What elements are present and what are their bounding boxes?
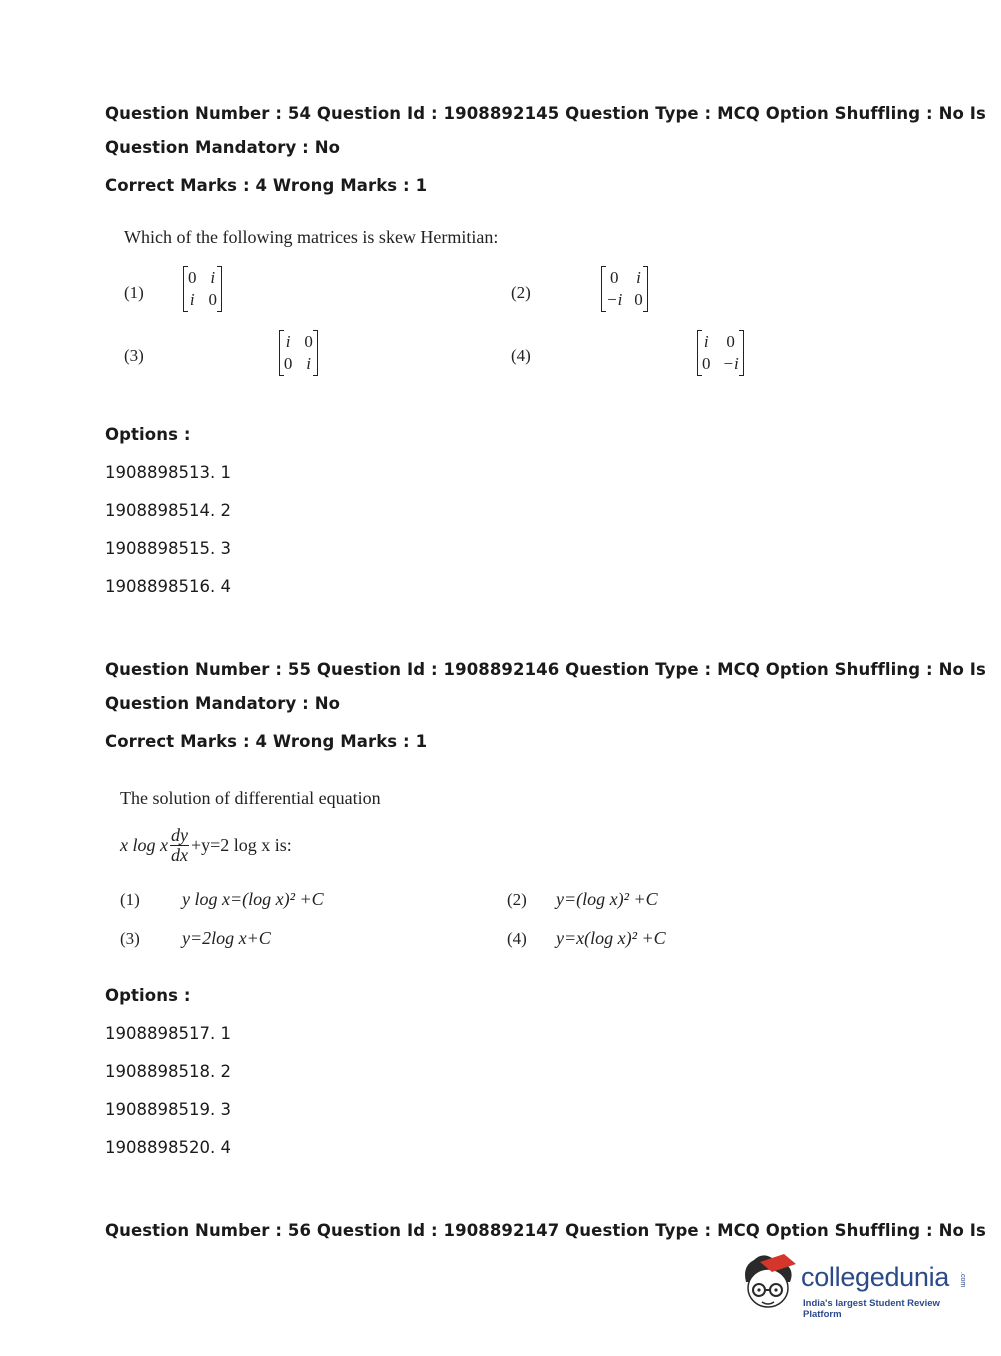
q55-choice-label: (2) <box>507 890 527 909</box>
matrix-cell: i <box>285 332 291 351</box>
matrix-cell: i <box>210 268 216 287</box>
q54-choice-label: (3) <box>124 346 144 365</box>
q54-choice-label: (4) <box>511 346 531 365</box>
matrix-cell: −i <box>606 290 623 309</box>
matrix-cell: 0 <box>701 354 711 373</box>
equation-lhs: x log x <box>120 834 168 855</box>
q54-stem: Which of the following matrices is skew Hermitian: <box>124 227 499 247</box>
q54-choice-label: (2) <box>511 283 531 302</box>
matrix-cell: 0 <box>304 332 313 351</box>
matrix-cell: i <box>703 332 709 351</box>
q55-header-line1: Question Number : 55 Question Id : 1908892146 Question Type : MCQ Option Shuffling : No Is <box>105 660 986 679</box>
q55-equation <box>120 826 292 865</box>
q55-stem: The solution of differential equation <box>120 788 381 808</box>
q56-header-line1: Question Number : 56 Question Id : 1908892147 Question Type : MCQ Option Shuffling : No Is <box>105 1221 986 1240</box>
matrix-cell: −i <box>722 354 739 373</box>
logo-brand: collegedunia <box>801 1262 950 1292</box>
matrix-cell: 0 <box>208 290 217 309</box>
q55-choice-label: (4) <box>507 929 527 948</box>
matrix-cell: i <box>189 290 195 309</box>
matrix-cell: 0 <box>283 354 293 373</box>
q54-header-line1: Question Number : 54 Question Id : 1908892145 Question Type : MCQ Option Shuffling : No Is <box>105 104 986 123</box>
matrix-cell: 0 <box>609 268 619 287</box>
q55-choice-expr: y log x=(log x)² +C <box>182 889 324 909</box>
q54-option: 1908898514. 2 <box>105 501 231 520</box>
collegedunia-logo <box>740 1250 970 1320</box>
fraction-numerator: dy <box>170 825 188 845</box>
q54-marks: Correct Marks : 4 Wrong Marks : 1 <box>105 176 428 195</box>
q55-options-heading: Options : <box>105 986 191 1005</box>
q55-option: 1908898519. 3 <box>105 1100 231 1119</box>
logo-tagline: India's largest Student Review Platform <box>803 1298 940 1320</box>
q55-choice-label: (3) <box>120 929 140 948</box>
fraction-denominator: dx <box>170 844 188 865</box>
q55-option: 1908898520. 4 <box>105 1138 231 1157</box>
matrix-cell: i <box>636 268 641 287</box>
q54-matrix-3 <box>279 330 318 376</box>
derivative-fraction <box>170 826 189 865</box>
q54-matrix-4 <box>697 330 744 376</box>
q55-choice-expr: y=x(log x)² +C <box>556 928 666 948</box>
q54-choice-label: (1) <box>124 283 144 302</box>
matrix-cell: 0 <box>634 290 643 309</box>
q55-option: 1908898517. 1 <box>105 1024 231 1043</box>
matrix-cell: 0 <box>726 332 735 351</box>
q54-matrix-1 <box>183 266 222 312</box>
q55-header-line2: Question Mandatory : No <box>105 694 341 713</box>
q54-header-line2: Question Mandatory : No <box>105 138 341 157</box>
q55-marks: Correct Marks : 4 Wrong Marks : 1 <box>105 732 428 751</box>
logo-suffix: .com <box>959 1272 966 1288</box>
q55-choice-expr: y=(log x)² +C <box>556 889 658 909</box>
q54-option: 1908898513. 1 <box>105 463 231 482</box>
q54-matrix-2 <box>601 266 648 312</box>
mascot-icon <box>740 1252 798 1314</box>
matrix-cell: i <box>306 354 311 373</box>
q55-choice-label: (1) <box>120 890 140 909</box>
matrix-cell: 0 <box>188 268 197 287</box>
equation-rhs: +y=2 log x is: <box>190 834 292 855</box>
q54-options-heading: Options : <box>105 425 191 444</box>
q55-choice-expr: y=2log x+C <box>182 928 271 948</box>
q54-option: 1908898515. 3 <box>105 539 231 558</box>
q55-option: 1908898518. 2 <box>105 1062 231 1081</box>
q54-option: 1908898516. 4 <box>105 577 231 596</box>
